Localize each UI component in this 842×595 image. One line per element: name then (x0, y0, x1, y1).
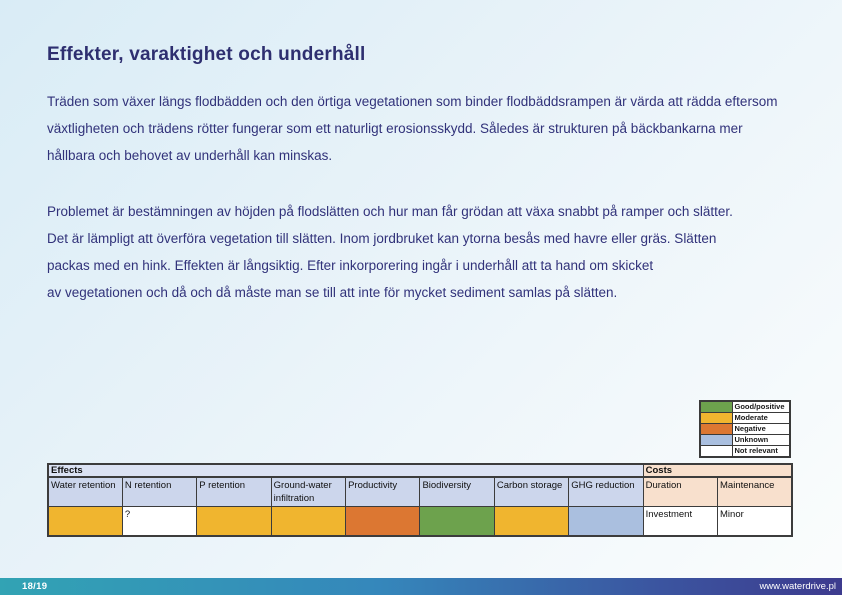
legend-swatch-good-positive (700, 401, 732, 413)
footer-bar (0, 578, 842, 595)
effects-group-header: Effects (48, 464, 643, 477)
column-header-maintenance: Maintenance (718, 477, 792, 506)
paragraph-line: packas med en hink. Effekten är långsiktig. Efter inkorporering ingår i underhåll att ta hand om skicket (47, 258, 654, 273)
legend-swatch-negative (700, 424, 732, 435)
group-header-row (48, 464, 792, 477)
website-url: www.waterdrive.pl (759, 581, 836, 592)
paragraph-line: växtligheten och trädens rötter fungerar som ett naturligt erosionsskydd. Således är strukturen på bäckbankarna mer (47, 121, 743, 136)
value-cell-n-retention: ? (122, 506, 196, 536)
legend-swatch-moderate (700, 413, 732, 424)
legend-swatch-unknown (700, 435, 732, 446)
legend-label: Unknown (732, 435, 790, 446)
effects-costs-table (47, 463, 793, 537)
costs-group-header: Costs (643, 464, 792, 477)
column-header-n-retention: N retention (122, 477, 196, 506)
legend-swatch-not-relevant (700, 446, 732, 458)
page-number: 18/19 (22, 581, 48, 592)
legend-label: Good/positive (732, 401, 790, 413)
legend-row-good-positive (700, 401, 790, 413)
legend-row-moderate (700, 413, 790, 424)
legend-label: Not relevant (732, 446, 790, 458)
value-cell-ghg-reduction (569, 506, 643, 536)
paragraph-line: Träden som växer längs flodbädden och den örtiga vegetationen som binder flodbäddsrampen är värda att rädda eftersom (47, 94, 778, 109)
paragraph-line: Det är lämpligt att överföra vegetation till slätten. Inom jordbruket kan ytorna besås med havre eller gräs. Slätten (47, 231, 717, 246)
value-cell-carbon-storage (494, 506, 568, 536)
paragraph-1 (47, 88, 777, 169)
column-header-ghg-reduction: GHG reduction (569, 477, 643, 506)
column-header-productivity: Productivity (346, 477, 420, 506)
column-header-p-retention: P retention (197, 477, 271, 506)
value-cell-duration: Investment (643, 506, 717, 536)
legend-label: Moderate (732, 413, 790, 424)
column-header-row (48, 477, 792, 506)
value-cell-ground-water-infiltration (271, 506, 345, 536)
value-cell-productivity (346, 506, 420, 536)
color-legend (699, 400, 791, 458)
column-header-water-retention: Water retention (48, 477, 122, 506)
legend-row-unknown (700, 435, 790, 446)
value-cell-water-retention (48, 506, 122, 536)
value-row (48, 506, 792, 536)
paragraph-2 (47, 198, 733, 306)
legend-row-negative (700, 424, 790, 435)
column-header-duration: Duration (643, 477, 717, 506)
paragraph-line: Problemet är bestämningen av höjden på flodslätten och hur man får grödan att växa snabbt på ramper och slätter. (47, 204, 733, 219)
value-cell-p-retention (197, 506, 271, 536)
column-header-carbon-storage: Carbon storage (494, 477, 568, 506)
value-cell-biodiversity (420, 506, 494, 536)
column-header-ground-water-infiltration: Ground-water infiltration (271, 477, 345, 506)
column-header-biodiversity: Biodiversity (420, 477, 494, 506)
page-title: Effekter, varaktighet och underhåll (47, 44, 366, 65)
paragraph-line: av vegetationen och då och då måste man se till att inte för mycket sediment samlas på slätten. (47, 285, 618, 300)
value-cell-maintenance: Minor (718, 506, 792, 536)
legend-label: Negative (732, 424, 790, 435)
legend-row-not-relevant (700, 446, 790, 458)
paragraph-line: hållbara och behovet av underhåll kan minskas. (47, 148, 333, 163)
